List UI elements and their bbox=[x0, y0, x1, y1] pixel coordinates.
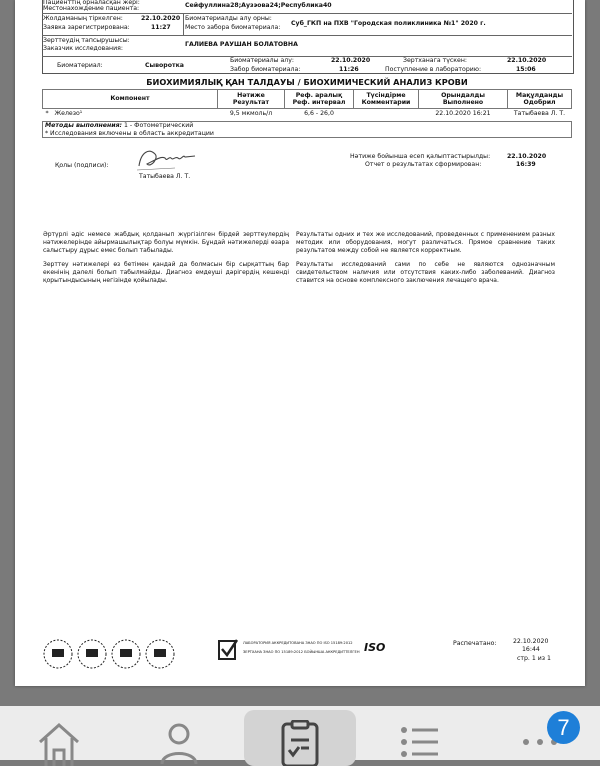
accreditation-line-2: ЗЕРТХАНА ЗНАО ПО 15189:2012 БОЙЫНША АККРЕДИТТЕЛГЕН bbox=[243, 650, 360, 654]
column-header-ru: Одобрил bbox=[523, 99, 556, 106]
printed-date: 22.10.2020 bbox=[513, 638, 549, 645]
table-header-row bbox=[43, 90, 572, 109]
location-label-kz: Пациенттің орналасқан жері: bbox=[43, 0, 140, 6]
accreditation-line-1: ЛАБОРАТОРИЯ АККРЕДИТОВАНА ЗНАО ПО ISO 15189:2012 bbox=[243, 641, 353, 645]
document-page bbox=[15, 0, 585, 686]
printed-time: 16:44 bbox=[522, 646, 540, 653]
header-divider bbox=[42, 35, 572, 36]
column-header bbox=[285, 90, 354, 109]
column-header-kz: Орындалды bbox=[441, 91, 485, 99]
header-divider bbox=[42, 13, 572, 14]
checkmark-logo-icon bbox=[217, 637, 239, 663]
lab-date: 22.10.2020 bbox=[507, 57, 547, 64]
row-bullet: * bbox=[45, 110, 49, 117]
column-header-kz: Компонент bbox=[110, 95, 150, 103]
sample-place-label-kz: Биоматериалды алу орны: bbox=[185, 15, 272, 22]
profile-icon[interactable] bbox=[156, 720, 202, 766]
column-header-ru: Комментарии bbox=[361, 99, 411, 106]
results-table bbox=[42, 89, 572, 118]
header-divider bbox=[183, 13, 184, 35]
disclaimer-kz-2: Зерттеу нәтижелері өз бетімен қандай да болмасын бір сырқаттың бар екенінің дәлелі болып табылмайды. Диагноз емдеуші дәрігердің кешенді қорытындысының негізінде қойылады. bbox=[43, 261, 289, 284]
column-header bbox=[419, 90, 508, 109]
requester-label-ru: Заказчик исследования: bbox=[43, 45, 123, 52]
registered-time: 11:27 bbox=[151, 24, 171, 31]
column-header-ru: Реф. интервал bbox=[292, 99, 346, 106]
printed-label: Распечатано: bbox=[453, 640, 497, 647]
registered-date: 22.10.2020 bbox=[141, 15, 181, 22]
ref-cell: 6,6 - 26,0 bbox=[304, 110, 334, 117]
column-header-kz: Мақұлданды bbox=[515, 91, 564, 99]
biomaterial-value: Сыворотка bbox=[145, 62, 184, 69]
lab-label-ru: Поступление в лабораторию: bbox=[385, 66, 482, 73]
column-header bbox=[508, 90, 572, 109]
report-formed-time: 16:39 bbox=[516, 161, 536, 168]
collection-date: 22.10.2020 bbox=[331, 57, 371, 64]
lab-time: 15:06 bbox=[516, 66, 536, 73]
page-number: стр. 1 из 1 bbox=[517, 655, 551, 662]
collection-label-ru: Забор биоматериала: bbox=[230, 66, 301, 73]
column-header-ru: Результат bbox=[232, 99, 270, 106]
location-label-ru: Местонахождение пациента: bbox=[43, 5, 140, 12]
report-formed-label-kz: Нәтиже бойынша есеп қалыптастырылды: bbox=[350, 153, 491, 160]
accreditation-note: * Исследования включены в область аккредитации bbox=[45, 129, 214, 137]
methods-label: Методы выполнения: bbox=[45, 122, 123, 129]
page-title: БИОХИМИЯЛЫҚ ҚАН ТАЛДАУЫ / БИОХИМИЧЕСКИЙ АНАЛИЗ КРОВИ bbox=[146, 77, 468, 87]
column-header bbox=[354, 90, 419, 109]
comment-cell bbox=[354, 109, 419, 119]
component-cell bbox=[43, 109, 218, 119]
disclaimer-ru-1: Результаты одних и тех же исследований, проведенных с применением разных методик или оборудования, могут различаться. Прямое сравнение таких результатов между собой не является корректным. bbox=[296, 231, 555, 254]
signature-name: Татыбаева Л. Т. bbox=[139, 173, 191, 180]
biomaterial-label: Биоматериал: bbox=[57, 62, 103, 69]
location-value: Сейфуллина28;Аузэова24;Республика40 bbox=[185, 2, 332, 9]
column-header-ru: Выполнено bbox=[442, 99, 484, 106]
column-header-kz: Нәтиже bbox=[237, 91, 265, 99]
methods-value: 1 - Фотометрический bbox=[122, 122, 194, 129]
component-name: Железо¹ bbox=[54, 110, 83, 117]
registered-label-ru: Заявка зарегистрирована: bbox=[43, 24, 130, 31]
iso-logo: ISO bbox=[364, 641, 386, 654]
collection-time: 11:26 bbox=[339, 66, 359, 73]
report-formed-date: 22.10.2020 bbox=[507, 153, 547, 160]
signature-label: Қолы (подписи): bbox=[55, 162, 109, 169]
disclaimer-ru-2: Результаты исследований сами по себе не являются однозначным свидетельством наличия или отсутствия каких-либо заболеваний. Диагноз ставится на основе комплексного заключения лечащего врача. bbox=[296, 261, 555, 284]
requester-value: ГАЛИЕВА РАУШАН БОЛАТОВНА bbox=[185, 41, 298, 48]
column-header bbox=[218, 90, 285, 109]
registered-label-kz: Жолдаманың тіркелген: bbox=[43, 15, 123, 22]
list-icon[interactable] bbox=[398, 720, 444, 766]
requester-label-kz: Зерттеудің тапсырушысы: bbox=[43, 37, 130, 44]
clipboard-icon[interactable] bbox=[277, 720, 323, 766]
notification-badge[interactable]: 7 bbox=[547, 711, 580, 744]
table-row bbox=[43, 109, 572, 119]
column-header-kz: Реф. аралық bbox=[295, 91, 343, 99]
sample-place-value: Суб_ГКП на ПХВ "Городская поликлиника №1" 2020 г. bbox=[291, 20, 486, 27]
methods-box bbox=[42, 121, 572, 138]
certification-seals bbox=[41, 637, 181, 671]
sample-place-label-ru: Место забора биоматериала: bbox=[185, 24, 281, 31]
home-icon[interactable] bbox=[36, 720, 82, 766]
result-cell: 9,5 мкмоль/л bbox=[229, 110, 273, 117]
lab-label-kz: Зертханага түскен: bbox=[403, 57, 467, 64]
signature-image bbox=[135, 144, 197, 174]
column-header-kz: Түсіндірме bbox=[366, 91, 406, 99]
bottom-nav bbox=[0, 706, 600, 760]
collection-label-kz: Биоматериалы алу: bbox=[230, 57, 294, 64]
approved-cell: Татыбаева Л. Т. bbox=[513, 110, 566, 117]
report-formed-label-ru: Отчет о результатах сформирован: bbox=[365, 161, 482, 168]
header-divider bbox=[42, 56, 572, 57]
column-header bbox=[43, 90, 218, 109]
done-cell: 22.10.2020 16:21 bbox=[435, 110, 491, 117]
disclaimer-kz-1: Әртүрлі әдіс немесе жабдық қолданып жүргізілген бірдей зерттеулердің нәтижелерінде айырмашылықтар болуы мүмкін. Бұндай нәтижелерді өзара салыстыру дұрыс емес болып табылады. bbox=[43, 231, 289, 254]
